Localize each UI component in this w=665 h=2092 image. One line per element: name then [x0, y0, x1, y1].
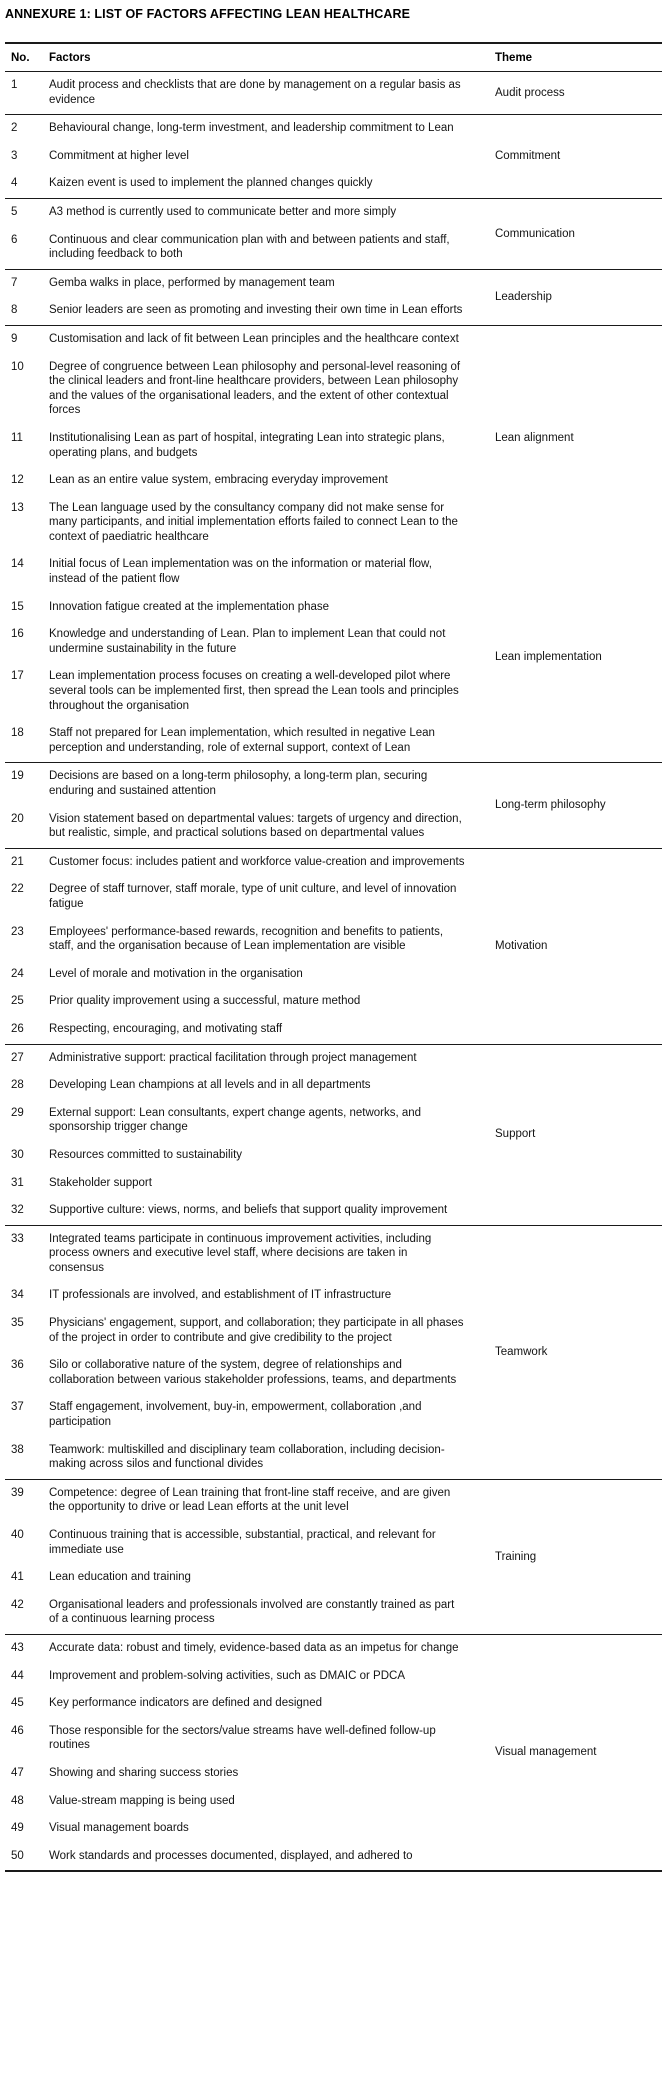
table-row	[5, 227, 495, 269]
table-row	[5, 354, 495, 425]
factor-text: Resources committed to sustainability	[49, 1148, 243, 1161]
table-row	[5, 1815, 495, 1843]
row-number: 14	[11, 558, 24, 571]
group-rows	[5, 199, 495, 269]
group-rows	[5, 551, 495, 762]
row-number: 13	[11, 501, 24, 514]
factor-text: Key performance indicators are defined and designed	[49, 1697, 322, 1710]
theme-group	[5, 1044, 662, 1225]
table-row	[5, 495, 495, 552]
theme-cell	[495, 115, 662, 198]
table-row	[5, 961, 495, 989]
row-number: 20	[11, 812, 24, 825]
factor-text: Audit process and checklists that are done by management on a regular basis as evidence	[49, 79, 461, 106]
row-number: 7	[11, 276, 18, 289]
theme-group	[5, 1225, 662, 1479]
table-row	[5, 1170, 495, 1198]
column-header-theme: Theme	[495, 52, 533, 64]
table-row	[5, 1197, 495, 1225]
row-number: 41	[11, 1571, 24, 1584]
factor-text: Kaizen event is used to implement the planned changes quickly	[49, 177, 373, 190]
table-row	[5, 1788, 495, 1816]
table-body	[5, 72, 662, 1870]
table-row	[5, 1663, 495, 1691]
table-row	[5, 720, 495, 762]
column-header-no: No.	[11, 52, 30, 64]
theme-group	[5, 72, 662, 114]
theme-group	[5, 1479, 662, 1634]
table-row	[5, 763, 495, 805]
theme-cell	[495, 1226, 662, 1479]
theme-label: Leadership	[495, 291, 552, 304]
row-number: 44	[11, 1669, 24, 1682]
page-title: ANNEXURE 1: LIST OF FACTORS AFFECTING LEAN HEALTHCARE	[5, 7, 411, 21]
factor-text: A3 method is currently used to communicate better and more simply	[49, 205, 397, 218]
theme-group	[5, 114, 662, 198]
table-row	[5, 1282, 495, 1310]
theme-cell	[495, 326, 662, 552]
table-row	[5, 1480, 495, 1522]
row-number: 24	[11, 967, 24, 980]
table-row	[5, 1100, 495, 1142]
table-header-row	[5, 44, 662, 72]
factor-text: Customer focus: includes patient and workforce value-creation and improvements	[49, 855, 465, 868]
row-number: 48	[11, 1794, 24, 1807]
group-rows	[5, 1480, 495, 1634]
row-number: 4	[11, 177, 18, 190]
factor-text: Continuous training that is accessible, substantial, practical, and relevant for immediate use	[49, 1529, 436, 1556]
table-row	[5, 849, 495, 877]
factor-text: Integrated teams participate in continuous improvement activities, including process owners and executive level staff, where decisions are taken in consensus	[49, 1232, 432, 1274]
factor-text: Visual management boards	[49, 1822, 189, 1835]
row-number: 16	[11, 628, 24, 641]
row-number: 10	[11, 360, 24, 373]
row-number: 32	[11, 1204, 24, 1217]
theme-cell	[495, 551, 662, 762]
theme-group	[5, 325, 662, 552]
factor-text: Gemba walks in place, performed by management team	[49, 276, 335, 289]
row-number: 35	[11, 1317, 24, 1330]
row-number: 12	[11, 474, 24, 487]
theme-cell	[495, 1635, 662, 1870]
factor-text: Improvement and problem-solving activities, such as DMAIC or PDCA	[49, 1669, 405, 1682]
factor-text: Behavioural change, long-term investment, and leadership commitment to Lean	[49, 122, 454, 135]
factor-text: IT professionals are involved, and establishment of IT infrastructure	[49, 1289, 392, 1302]
factor-text: Degree of staff turnover, staff morale, type of unit culture, and level of innovation fatigue	[49, 883, 457, 910]
theme-group	[5, 269, 662, 325]
theme-cell	[495, 849, 662, 1044]
factor-text: Organisational leaders and professionals involved are constantly trained as part of a continuous learning process	[49, 1598, 455, 1626]
row-number: 37	[11, 1401, 24, 1414]
table-row	[5, 1635, 495, 1663]
row-number: 31	[11, 1176, 24, 1189]
row-number: 19	[11, 770, 24, 783]
factor-text: Accurate data: robust and timely, evidence-based data as an impetus for change	[49, 1641, 459, 1654]
theme-group	[5, 198, 662, 269]
factor-text: Innovation fatigue created at the implementation phase	[49, 600, 330, 613]
factor-text: Employees' performance-based rewards, recognition and benefits to patients, staff, and the organisation because of Lean implementation are visible	[49, 925, 444, 953]
row-number: 2	[11, 122, 18, 135]
theme-cell	[495, 199, 662, 269]
table-row	[5, 72, 495, 114]
table-row	[5, 663, 495, 720]
factor-text: Value-stream mapping is being used	[49, 1794, 235, 1807]
row-number: 22	[11, 883, 24, 896]
theme-group	[5, 551, 662, 762]
factor-text: Lean education and training	[49, 1571, 191, 1584]
factor-text: Work standards and processes documented, displayed, and adhered to	[49, 1849, 413, 1862]
factor-text: Decisions are based on a long-term philosophy, a long-term plan, securing enduring and sustained attention	[49, 770, 428, 797]
row-number: 29	[11, 1106, 24, 1119]
row-number: 42	[11, 1598, 24, 1611]
row-number: 34	[11, 1289, 24, 1302]
theme-label: Communication	[495, 227, 575, 240]
factors-table	[5, 42, 662, 1872]
row-number: 25	[11, 995, 24, 1008]
factor-text: Initial focus of Lean implementation was on the information or material flow, instead of the patient flow	[49, 558, 432, 586]
table-row	[5, 1310, 495, 1352]
row-number: 27	[11, 1051, 24, 1064]
table-row	[5, 1564, 495, 1592]
table-row	[5, 1843, 495, 1871]
theme-group	[5, 1634, 662, 1870]
factor-text: Stakeholder support	[49, 1176, 152, 1189]
theme-label: Teamwork	[495, 1345, 548, 1358]
group-rows	[5, 270, 495, 325]
theme-label: Lean alignment	[495, 432, 574, 445]
theme-group	[5, 848, 662, 1044]
group-rows	[5, 763, 495, 847]
factor-text: Developing Lean champions at all levels and in all departments	[49, 1079, 371, 1092]
table-row	[5, 1592, 495, 1634]
row-number: 5	[11, 205, 18, 218]
row-number: 9	[11, 332, 18, 345]
factor-text: Competence: degree of Lean training that front-line staff receive, and are given the opportunity to drive or lead Lean efforts at the unit level	[49, 1486, 451, 1514]
table-row	[5, 1226, 495, 1283]
table-row	[5, 1437, 495, 1479]
group-rows	[5, 115, 495, 198]
table-row	[5, 199, 495, 227]
theme-label: Lean implementation	[495, 650, 602, 663]
row-number: 36	[11, 1359, 24, 1372]
theme-group	[5, 762, 662, 847]
table-row	[5, 1522, 495, 1564]
row-number: 26	[11, 1022, 24, 1035]
theme-label: Motivation	[495, 939, 548, 952]
table-row	[5, 297, 495, 325]
factor-text: Customisation and lack of fit between Lean principles and the healthcare context	[49, 332, 459, 345]
factor-text: Institutionalising Lean as part of hospital, integrating Lean into strategic plans, operating plans, and budgets	[49, 431, 445, 459]
factor-text: External support: Lean consultants, expert change agents, networks, and sponsorship trigger change	[49, 1106, 422, 1134]
factor-text: Degree of congruence between Lean philosophy and personal-level reasoning of the clinical leaders and front-line healthcare providers, between Lean philosophy and the values of the organisational leaders, and the extent of other contextual forces	[49, 360, 461, 417]
factor-text: Staff not prepared for Lean implementation, which resulted in negative Lean perception and understanding, role of external support, context of Lean	[49, 727, 435, 754]
theme-cell	[495, 72, 662, 114]
row-number: 1	[11, 79, 18, 91]
table-row	[5, 1142, 495, 1170]
table-row	[5, 594, 495, 622]
theme-cell	[495, 763, 662, 847]
factor-text: Respecting, encouraging, and motivating staff	[49, 1022, 283, 1035]
row-number: 28	[11, 1079, 24, 1092]
row-number: 45	[11, 1697, 24, 1710]
row-number: 46	[11, 1724, 24, 1737]
table-row	[5, 1394, 495, 1436]
table-row	[5, 806, 495, 848]
row-number: 15	[11, 600, 24, 613]
group-rows	[5, 849, 495, 1044]
table-row	[5, 621, 495, 663]
factor-text: Showing and sharing success stories	[49, 1766, 239, 1779]
table-row	[5, 270, 495, 298]
theme-cell	[495, 1480, 662, 1634]
group-rows	[5, 1045, 495, 1225]
row-number: 49	[11, 1822, 24, 1835]
factor-text: Commitment at higher level	[49, 149, 189, 162]
group-rows	[5, 1635, 495, 1870]
factor-text: Physicians' engagement, support, and collaboration; they participate in all phases of the project in order to contribute and give credibility to the project	[49, 1317, 464, 1344]
row-number: 50	[11, 1849, 24, 1862]
column-header-factors: Factors	[49, 52, 91, 64]
theme-label: Training	[495, 1550, 537, 1563]
factor-text: Prior quality improvement using a successful, mature method	[49, 995, 361, 1008]
row-number: 38	[11, 1443, 24, 1456]
table-row	[5, 1072, 495, 1100]
table-row	[5, 1760, 495, 1788]
table-row	[5, 143, 495, 171]
row-number: 6	[11, 233, 18, 246]
factor-text: Those responsible for the sectors/value streams have well-defined follow-up routines	[49, 1724, 436, 1752]
group-rows	[5, 326, 495, 552]
table-row	[5, 1352, 495, 1394]
group-rows	[5, 1226, 495, 1479]
theme-label: Audit process	[495, 86, 565, 99]
factor-text: The Lean language used by the consultancy company did not make sense for many participants, and initial implementation efforts failed to connect Lean to the context of paediatric healthcare	[49, 501, 458, 543]
table-row	[5, 1718, 495, 1760]
factor-text: Senior leaders are seen as promoting and investing their own time in Lean efforts	[49, 304, 463, 317]
table-row	[5, 1690, 495, 1718]
factor-text: Teamwork: multiskilled and disciplinary team collaboration, including decision-making across silos and functional divides	[49, 1443, 445, 1471]
theme-label: Visual management	[495, 1746, 597, 1759]
theme-cell	[495, 270, 662, 325]
table-row	[5, 326, 495, 354]
row-number: 39	[11, 1486, 24, 1499]
factor-text: Lean as an entire value system, embracing everyday improvement	[49, 474, 388, 487]
row-number: 47	[11, 1766, 24, 1779]
table-row	[5, 988, 495, 1016]
factor-text: Level of morale and motivation in the organisation	[49, 967, 303, 980]
row-number: 8	[11, 304, 18, 317]
row-number: 43	[11, 1641, 24, 1654]
row-number: 17	[11, 670, 24, 683]
table-row	[5, 919, 495, 961]
table-row	[5, 551, 495, 593]
theme-cell	[495, 1045, 662, 1225]
factor-text: Knowledge and understanding of Lean. Plan to implement Lean that could not undermine sustainability in the future	[49, 628, 446, 655]
row-number: 11	[11, 431, 23, 444]
theme-label: Long-term philosophy	[495, 799, 606, 812]
factor-text: Administrative support: practical facilitation through project management	[49, 1051, 417, 1064]
factor-text: Supportive culture: views, norms, and beliefs that support quality improvement	[49, 1204, 448, 1217]
row-number: 18	[11, 727, 24, 740]
theme-label: Commitment	[495, 150, 561, 163]
factor-text: Vision statement based on departmental values: targets of urgency and direction, but realistic, simple, and practical solutions based on departmental values	[49, 812, 462, 840]
table-row	[5, 115, 495, 143]
row-number: 40	[11, 1529, 24, 1541]
row-number: 33	[11, 1232, 24, 1245]
table-row	[5, 1016, 495, 1044]
table-row	[5, 467, 495, 495]
theme-label: Support	[495, 1128, 536, 1141]
row-number: 3	[11, 149, 18, 162]
factor-text: Lean implementation process focuses on creating a well-developed pilot where several tools can be implemented first, then spread the Lean tools and principles throughout the organisation	[49, 670, 459, 712]
row-number: 21	[11, 855, 24, 868]
factor-text: Silo or collaborative nature of the system, degree of relationships and collaboration between various stakeholder professions, teams, and departments	[49, 1359, 457, 1386]
factor-text: Staff engagement, involvement, buy-in, empowerment, collaboration ,and participation	[49, 1401, 422, 1429]
row-number: 30	[11, 1148, 24, 1161]
table-row	[5, 876, 495, 918]
table-row	[5, 1045, 495, 1073]
factor-text: Continuous and clear communication plan with and between patients and staff, including feedback to both	[49, 233, 450, 261]
table-row	[5, 170, 495, 198]
row-number: 23	[11, 925, 24, 938]
table-row	[5, 425, 495, 467]
group-rows	[5, 72, 495, 114]
